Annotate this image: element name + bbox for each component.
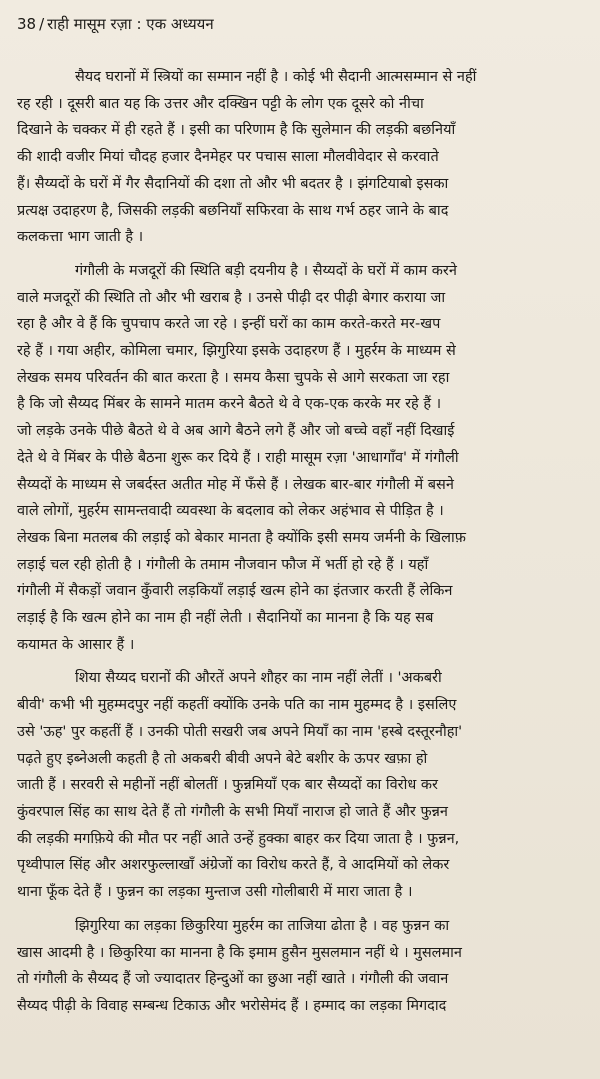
text-line: शिया सैय्यद घरानों की औरतें अपने शौहर का नाम नहीं लेतीं । 'अकबरी [75,670,442,687]
text-line: जाती हैं । सरवरी से महीनों नहीं बोलतीं । फुन्नमियाँ एक बार सैय्यदों का विरोध कर [17,777,438,794]
text-line: खास आदमी है । छिकुरिया का मानना है कि इमाम हुसैन मुसलमान नहीं थे । मुसलमान [17,944,462,961]
text-line: कलकत्ता भाग जाती है । [17,229,144,246]
text-line: रह रही । दूसरी बात यह कि उत्तर और दक्खिन पट्टी के लोग एक दूसरे को नीचा [17,95,424,112]
paragraph [17,64,582,251]
text-line: देते थे वे मिंबर के पीछे बैठना शुरू कर दिये हैं । राही मासूम रज़ा 'आधागाँव' में गंगौली [17,449,459,466]
paragraph [17,913,582,1020]
text-line: कयामत के आसार हैं । [17,636,135,653]
text-line: सैय्यदों के माध्यम से जबर्दस्त अतीत मोह में फँसे हैं । लेखक बार-बार गंगौली में बसने [17,476,454,493]
paragraph [17,665,582,905]
text-line: झिगुरिया का लड़का छिकुरिया मुहर्रम का ताजिया ढोता है । वह फुन्नन का [75,917,450,934]
paragraph [17,258,582,659]
text-line: सैय्यद पीढ़ी के विवाह सम्बन्ध टिकाऊ और भरोसेमंद हैं । हम्माद का लड़का मिगदाद [17,997,447,1014]
text-line: लड़ाई चल रही होती है । गंगौली के तमाम नौजवान फौज में भर्ती हो रहे हैं । यहाँ [17,556,429,573]
text-line: रहे हैं । गया अहीर, कोमिला चमार, झिगुरिया इसके उदाहरण हैं । मुहर्रम के माध्यम से [17,343,456,360]
text-line: गंगौली में सैकड़ों जवान कुँवारी लड़कियाँ लड़ाई खत्म होने का इंतजार करती हैं लेकिन [17,583,453,600]
page-number: 38 [17,15,37,33]
text-line: वाले मजदूरों की स्थिति तो और भी खराब है । उनसे पीढ़ी दर पीढ़ी बेगार कराया जा [17,289,446,306]
text-line: है कि जो सैय्यद मिंबर के सामने मातम करने बैठते थे वे एक-एक करके मर रहे हैं । [17,396,442,413]
text-line: हैं। सैय्यदों के घरों में गैर सैदानियों की दशा तो और भी बदतर है । झंगटियाबो इसका [17,175,449,192]
text-line: कुंवरपाल सिंह का साथ देते हैं तो गंगौली के सभी मियाँ नाराज हो जाते हैं और फुन्नन [17,803,448,820]
text-line: सैयद घरानों में स्त्रियों का सम्मान नहीं है । कोई भी सैदानी आत्मसम्मान से नहीं [75,69,477,85]
body-text [17,64,582,1020]
text-line: रहा है और वे हैं कि चुपचाप करते जा रहे । इन्हीं घरों का काम करते-करते मर-खप [17,316,441,333]
text-line: प्रत्यक्ष उदाहरण है, जिसकी लड़की बछनियाँ सफिरवा के साथ गर्भ ठहर जाने के बाद [17,202,449,219]
text-line: पढ़ते हुए इब्नेअली कहती है तो अकबरी बीवी अपने बेटे बशीर के ऊपर खफ़ा हो [17,750,428,767]
text-line: वाले लोगों, मुहर्रम सामन्तवादी व्यवस्था के बदलाव को लेकर अहंभाव से पीड़ित है । [17,503,444,520]
book-title: राही मासूम रज़ा : एक अध्ययन [47,15,214,33]
text-line: लेखक बिना मतलब की लड़ाई को बेकार मानता है क्योंकि इसी समय जर्मनी के खिलाफ़ [17,529,466,546]
text-line: बीवी' कभी भी मुहम्मदपुर नहीं कहतीं क्योंकि उनके पति का नाम मुहम्मद है । इसलिए [17,697,457,714]
text-line: पृथ्वीपाल सिंह और अशरफुल्लाखाँ अंग्रेजों का विरोध करते हैं, वे आदमियों को लेकर [17,857,450,874]
running-header [17,12,582,36]
text-line: दिखाने के चक्कर में ही रहते हैं । इसी का परिणाम है कि सुलेमान की लड़की बछनियाँ [17,122,456,139]
text-line: उसे 'ऊह' पुर कहतीं हैं । उनकी पोती सखरी जब अपने मियाँ का नाम 'हस्बे दस्तूरनौहा' [17,723,463,740]
text-line: की लड़की मगफ़िये की मौत पर नहीं आते उन्हें हुक्का बाहर कर दिया जाता है । फुन्नन, [17,830,460,847]
text-line: लेखक समय परिवर्तन की बात करता है । समय कैसा चुपके से आगे सरकता जा रहा [17,369,450,386]
text-line: लड़ाई है कि खत्म होने का नाम ही नहीं लेती । सैदानियों का मानना है कि यह सब [17,610,434,627]
header-separator: / [39,15,45,33]
text-line: की शादी वजीर मियां चौदह हजार दैनमेहर पर पचास साला मौलवीवेदार से करवाते [17,149,439,166]
text-line: थाना फूँक देते हैं । फुन्नन का लड़का मुन्ताज उसी गोलीबारी में मारा जाता है । [17,884,413,901]
text-line: तो गंगौली के सैय्यद हैं जो ज्यादातर हिन्दुओं का छुआ नहीं खाते । गंगौली की जवान [17,971,449,988]
text-line: जो लड़के उनके पीछे बैठते थे वे अब आगे बैठने लगे हैं और जो बच्चे वहाँ नहीं दिखाई [17,423,455,440]
text-line: गंगौली के मजदूरों की स्थिति बड़ी दयनीय है । सैय्यदों के घरों में काम करने [75,262,457,279]
